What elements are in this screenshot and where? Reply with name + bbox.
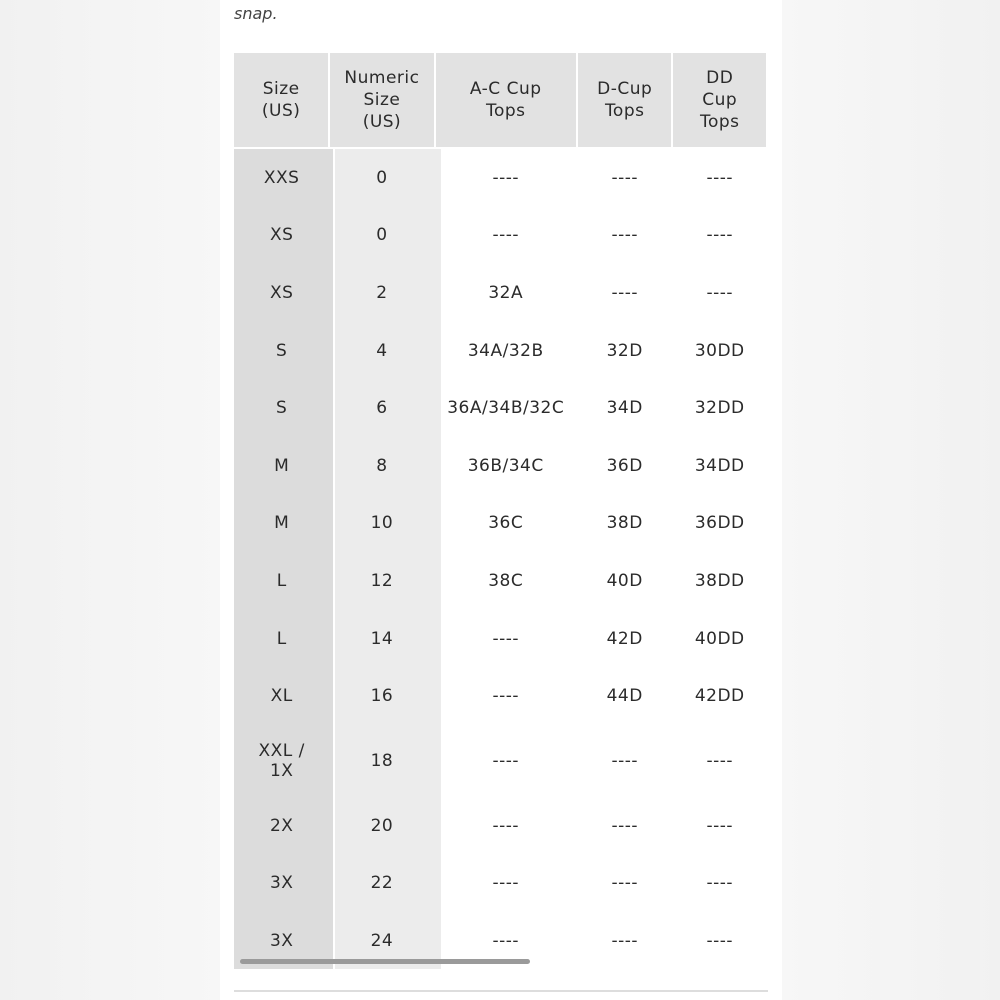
table-row bbox=[234, 725, 767, 797]
divider bbox=[234, 990, 768, 992]
dd-cup-cell: 40DD bbox=[694, 628, 745, 649]
dd-cup-cell: ---- bbox=[706, 167, 734, 188]
ac-cup-cell: ---- bbox=[492, 750, 519, 771]
content-page bbox=[220, 0, 782, 1000]
d-cup-cell: 34D bbox=[606, 398, 643, 419]
size-cell: XXL / 1X bbox=[258, 740, 305, 781]
numeric-size-cell: 12 bbox=[370, 570, 394, 591]
table-row bbox=[234, 855, 767, 913]
dd-cup-cell: ---- bbox=[706, 750, 734, 771]
numeric-size-cell: 2 bbox=[376, 282, 388, 303]
size-cell: S bbox=[276, 340, 288, 361]
d-cup-cell: ---- bbox=[611, 167, 638, 188]
d-cup-cell: 32D bbox=[606, 340, 643, 361]
numeric-size-cell: 14 bbox=[370, 628, 394, 649]
ac-cup-cell: ---- bbox=[492, 167, 519, 188]
ac-cup-cell: 36A/34B/32C bbox=[447, 398, 565, 419]
dd-cup-cell: 36DD bbox=[694, 513, 745, 534]
ac-cup-cell: 34A/32B bbox=[467, 340, 544, 361]
table-row bbox=[234, 148, 767, 207]
dd-cup-cell: 38DD bbox=[694, 570, 745, 591]
size-cell: XS bbox=[269, 225, 294, 246]
dd-cup-cell: 34DD bbox=[694, 455, 745, 476]
d-cup-cell: 44D bbox=[606, 686, 643, 707]
ac-cup-cell: ---- bbox=[492, 686, 519, 707]
numeric-size-header: Numeric Size (US) bbox=[329, 53, 434, 148]
size-cell: XS bbox=[269, 282, 294, 303]
numeric-size-cell: 20 bbox=[370, 815, 394, 836]
size-header: Size (US) bbox=[234, 53, 329, 148]
size-cell: S bbox=[276, 398, 288, 419]
size-cell: L bbox=[276, 628, 287, 649]
ac-cup-cell: 32A bbox=[488, 282, 524, 303]
ac-cup-header: A-C Cup Tops bbox=[435, 53, 577, 148]
numeric-size-cell: 0 bbox=[376, 225, 388, 246]
size-cell: M bbox=[274, 455, 290, 476]
ac-cup-cell: ---- bbox=[492, 628, 519, 649]
ac-cup-cell: 38C bbox=[488, 570, 524, 591]
size-chart-scroll-container[interactable] bbox=[234, 53, 768, 969]
size-cell: 3X bbox=[269, 930, 294, 951]
background-right bbox=[782, 0, 1000, 1000]
numeric-size-cell: 6 bbox=[376, 398, 388, 419]
size-cell: 3X bbox=[269, 873, 294, 894]
d-cup-header: D-Cup Tops bbox=[577, 53, 673, 148]
d-cup-cell: ---- bbox=[611, 750, 638, 771]
d-cup-cell: 42D bbox=[606, 628, 643, 649]
dd-cup-cell: ---- bbox=[706, 225, 734, 246]
size-cell: L bbox=[276, 570, 287, 591]
dd-cup-header: DD Cup Tops bbox=[672, 53, 767, 148]
d-cup-cell: ---- bbox=[611, 225, 638, 246]
table-row bbox=[234, 552, 767, 610]
ac-cup-cell: ---- bbox=[492, 815, 519, 836]
table-row bbox=[234, 437, 767, 495]
d-cup-cell: ---- bbox=[611, 282, 638, 303]
size-cell: XL bbox=[270, 686, 293, 707]
numeric-size-cell: 22 bbox=[370, 873, 394, 894]
size-cell: M bbox=[274, 513, 290, 534]
size-chart-table bbox=[234, 53, 768, 969]
dd-cup-cell: 30DD bbox=[694, 340, 745, 361]
intro-text: snap. bbox=[234, 4, 278, 23]
size-cell: XXS bbox=[263, 167, 300, 188]
table-row bbox=[234, 322, 767, 380]
numeric-size-cell: 8 bbox=[376, 455, 388, 476]
ac-cup-cell: ---- bbox=[492, 225, 519, 246]
ac-cup-cell: 36C bbox=[488, 513, 524, 534]
table-row bbox=[234, 264, 767, 322]
table-row bbox=[234, 610, 767, 668]
numeric-size-cell: 0 bbox=[376, 167, 388, 188]
table-header-row bbox=[234, 53, 767, 148]
d-cup-cell: ---- bbox=[611, 873, 638, 894]
d-cup-cell: ---- bbox=[611, 930, 638, 951]
dd-cup-cell: ---- bbox=[706, 873, 734, 894]
size-cell: 2X bbox=[269, 815, 294, 836]
dd-cup-cell: ---- bbox=[706, 930, 734, 951]
table-row bbox=[234, 667, 767, 725]
d-cup-cell: 36D bbox=[606, 455, 643, 476]
table-row bbox=[234, 495, 767, 553]
dd-cup-cell: ---- bbox=[706, 815, 734, 836]
dd-cup-cell: ---- bbox=[706, 282, 734, 303]
numeric-size-cell: 10 bbox=[370, 513, 394, 534]
horizontal-scrollbar[interactable] bbox=[240, 959, 530, 964]
numeric-size-cell: 16 bbox=[370, 686, 394, 707]
numeric-size-cell: 18 bbox=[370, 750, 394, 771]
ac-cup-cell: 36B/34C bbox=[467, 455, 544, 476]
table-row bbox=[234, 379, 767, 437]
d-cup-cell: 38D bbox=[606, 513, 643, 534]
numeric-size-cell: 24 bbox=[370, 930, 394, 951]
numeric-size-cell: 4 bbox=[376, 340, 388, 361]
d-cup-cell: 40D bbox=[606, 570, 643, 591]
table-row bbox=[234, 797, 767, 855]
dd-cup-cell: 42DD bbox=[694, 686, 745, 707]
ac-cup-cell: ---- bbox=[492, 873, 519, 894]
dd-cup-cell: 32DD bbox=[694, 398, 745, 419]
d-cup-cell: ---- bbox=[611, 815, 638, 836]
table-row bbox=[234, 207, 767, 265]
background-left bbox=[0, 0, 220, 1000]
table-body bbox=[234, 148, 767, 969]
ac-cup-cell: ---- bbox=[492, 930, 519, 951]
